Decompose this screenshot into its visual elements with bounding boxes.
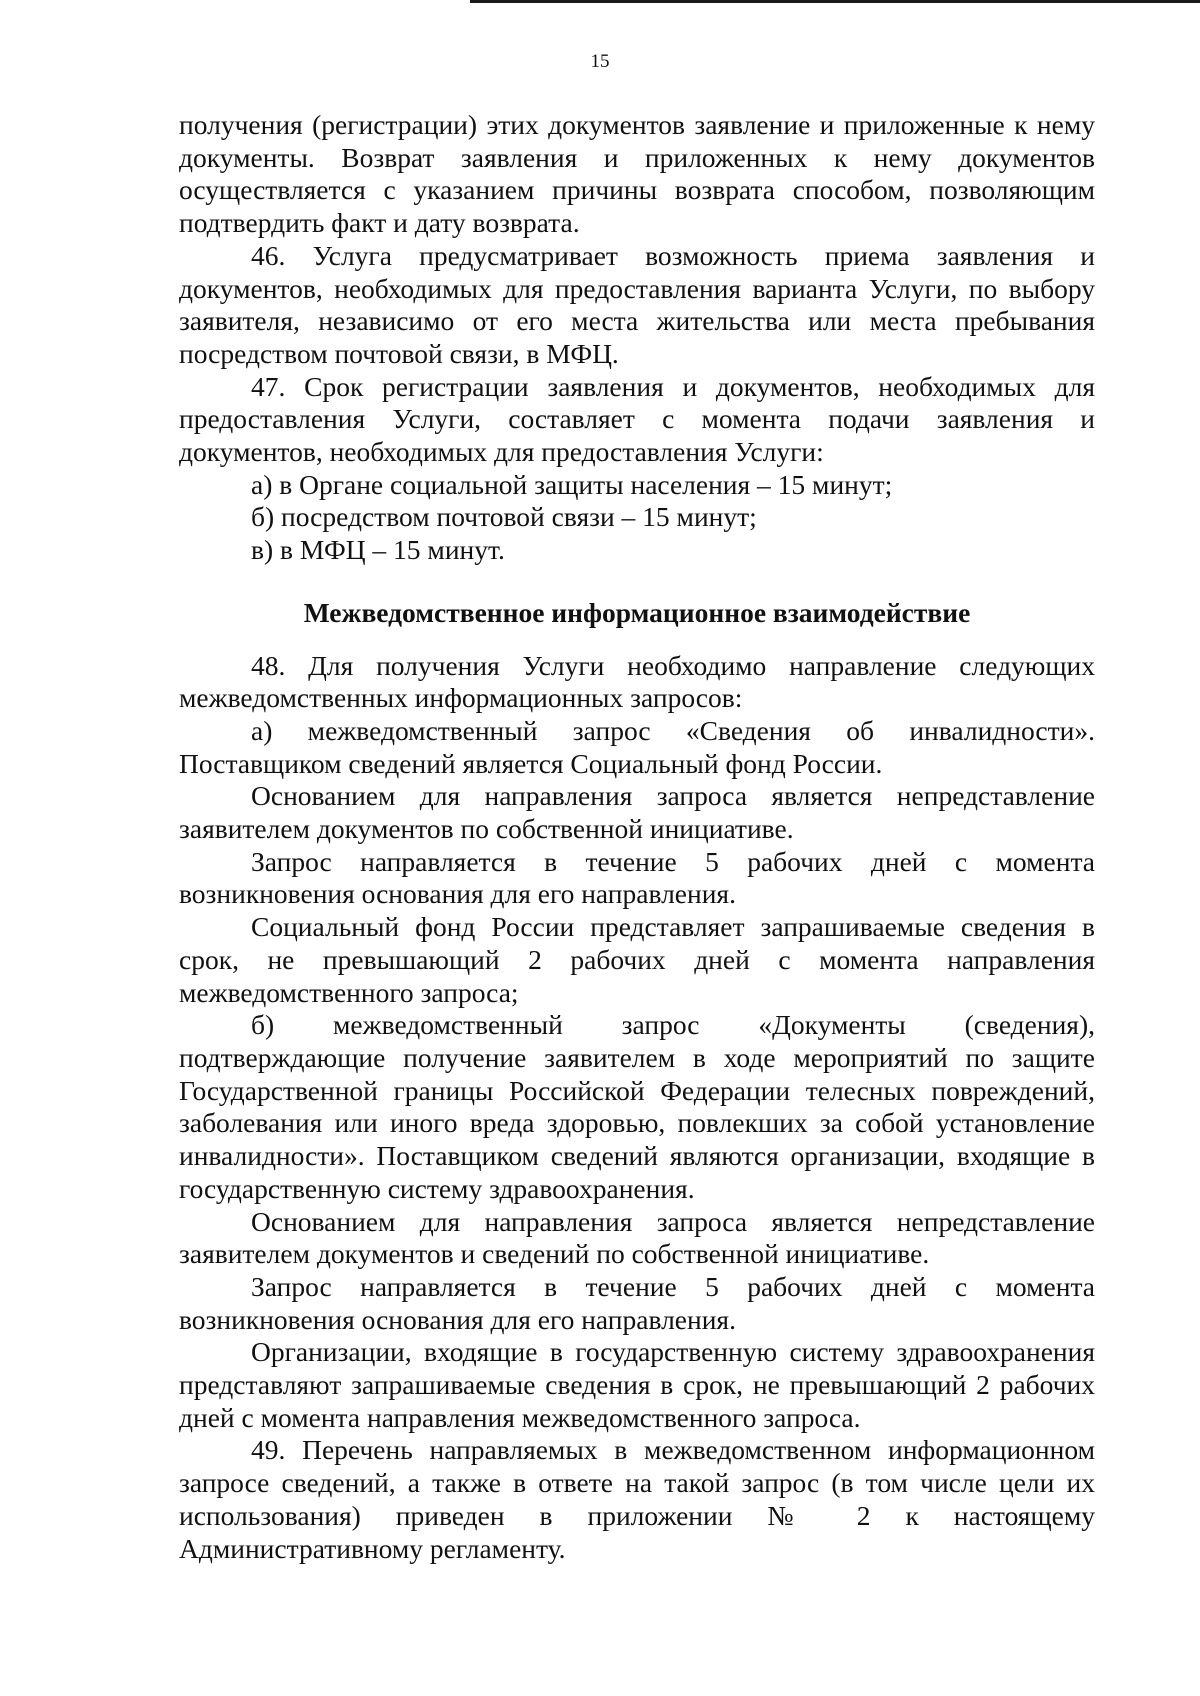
paragraph-48a-timing: Запрос направляется в течение 5 рабочих дней с момента возникновения основания для его направления. [179, 845, 1095, 910]
document-body [179, 109, 1095, 1565]
page-number: 15 [590, 51, 610, 72]
paragraph-47: 47. Срок регистрации заявления и документов, необходимых для предоставления Услуги, составляет с момента подачи заявления и документов, необходимых для предоставления Услуги: [179, 370, 1095, 468]
paragraph-46: 46. Услуга предусматривает возможность приема заявления и документов, необходимых для предоставления варианта Услуги, по выбору заявителя, независимо от его места жительства или места пребывания посредством почтовой связи, в МФЦ. [179, 239, 1095, 369]
paragraph-48b-response: Организации, входящие в государственную систему здравоохранения представляют запрашиваемые сведения в срок, не превышающий 2 рабочих дней с момента направления межведомственного запроса. [179, 1336, 1095, 1433]
paragraph-48a-basis: Основанием для направления запроса является непредставление заявителем документов по собственной инициативе. [179, 780, 1095, 845]
top-border-line [470, 0, 1200, 3]
list-item-48b: б) межведомственный запрос «Документы (сведения), подтверждающие получение заявителем в ходе мероприятий по защите Государственной границы Российской Федерации телесных повреждений, заболевания или иного вреда здоровью, повлекших за собой установление инвалидности». Поставщиком сведений являются организации, входящие в государственную систему здравоохранения. [179, 1009, 1095, 1204]
paragraph-continuation: получения (регистрации) этих документов заявление и приложенные к нему документы. Возврат заявления и приложенных к нему документов осуществляется с указанием причины возврата способом, позволяющим подтвердить факт и дату возврата. [179, 109, 1095, 239]
paragraph-48b-timing: Запрос направляется в течение 5 рабочих дней с момента возникновения основания для его направления. [179, 1270, 1095, 1335]
paragraph-48: 48. Для получения Услуги необходимо направление следующих межведомственных информационных запросов: [179, 649, 1095, 714]
section-heading: Межведомственное информационное взаимодействие [303, 596, 971, 628]
list-item-47a: а) в Органе социальной защиты населения – 15 минут; [251, 468, 893, 500]
list-item-47b: б) посредством почтовой связи – 15 минут; [251, 501, 757, 533]
paragraph-49: 49. Перечень направляемых в межведомственном информационном запросе сведений, а также в ответе на такой запрос (в том числе цели их использования) приведен в приложении № 2 к настоящему Административному регламенту. [179, 1434, 1095, 1564]
list-item-47c: в) в МФЦ – 15 минут. [251, 534, 505, 566]
paragraph-48b-basis: Основанием для направления запроса является непредставление заявителем документов и сведений по собственной инициативе. [179, 1205, 1095, 1270]
list-item-48a: а) межведомственный запрос «Сведения об инвалидности». Поставщиком сведений является Социальный фонд России. [179, 714, 1095, 779]
paragraph-48a-response: Социальный фонд России представляет запрашиваемые сведения в срок, не превышающий 2 рабочих дней с момента направления межведомственного запроса; [179, 911, 1095, 1008]
